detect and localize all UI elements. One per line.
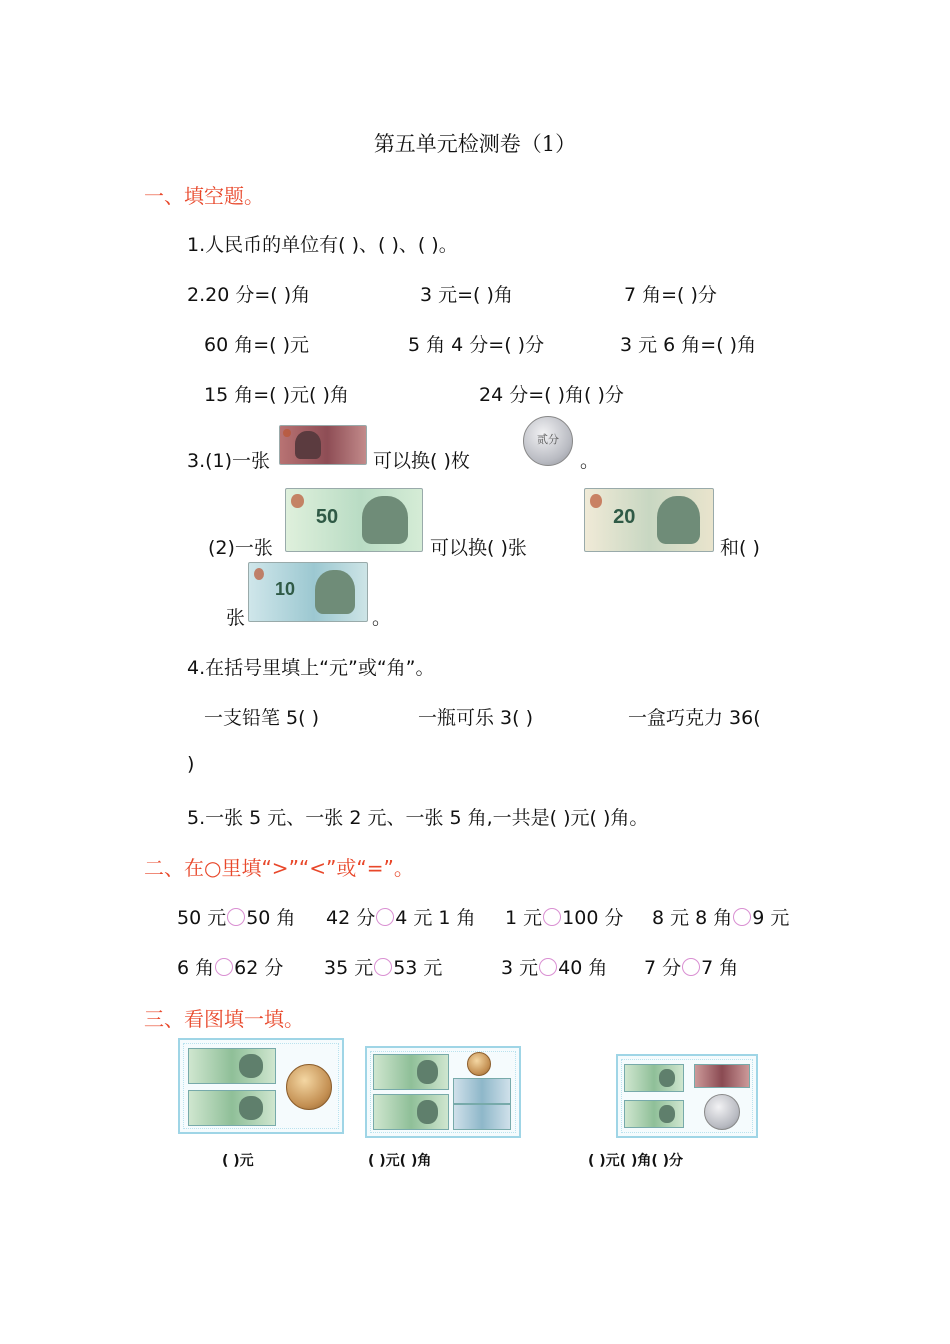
answer-circle[interactable] (543, 908, 561, 926)
question-2e: 5 角 4 分=( )分 (408, 334, 545, 356)
question-4c-close: ) (187, 753, 195, 775)
compare-item: 6 角 62 分 (177, 957, 284, 979)
compare-item: 1 元 100 分 (505, 907, 624, 929)
twenty-yuan-note-image (584, 488, 714, 552)
question-3-1-middle: 可以换( )枚 (373, 450, 470, 472)
question-1: 1.人民币的单位有( )、( )、( )。 (187, 234, 458, 256)
answer-circle[interactable] (733, 908, 751, 926)
page-title: 第五单元检测卷（1） (373, 132, 577, 156)
compare-item: 50 元 50 角 (177, 907, 296, 929)
picture-2-caption: ( )元( )角 (368, 1153, 432, 1169)
question-2d: 60 角=( )元 (204, 334, 310, 356)
money-picture-2 (365, 1046, 521, 1138)
question-3-2-middle: 可以换( )张 (430, 537, 527, 559)
picture-3-caption: ( )元( )角( )分 (588, 1153, 684, 1169)
compare-item: 7 分 7 角 (644, 957, 739, 979)
answer-circle[interactable] (539, 958, 557, 976)
compare-item: 42 分 4 元 1 角 (326, 907, 476, 929)
question-4b: 一瓶可乐 3( ) (418, 707, 533, 729)
question-4-stem: 4.在括号里填上“元”或“角”。 (187, 657, 435, 679)
fifty-yuan-value: 50 (315, 506, 339, 529)
question-3-1-end: 。 (580, 450, 600, 472)
question-2b: 3 元=( )角 (420, 284, 513, 306)
twenty-yuan-value: 20 (613, 506, 636, 529)
answer-circle[interactable] (227, 908, 245, 926)
question-4a: 一支铅笔 5( ) (204, 707, 319, 729)
answer-circle[interactable] (215, 958, 233, 976)
question-2g: 15 角=( )元( )角 (204, 384, 349, 406)
question-3-1-start: 3.(1)一张 (187, 450, 271, 472)
question-5: 5.一张 5 元、一张 2 元、一张 5 角,一共是( )元( )角。 (187, 807, 649, 829)
compare-item: 8 元 8 角 9 元 (652, 907, 790, 929)
question-3-2-and: 和( ) (720, 537, 760, 559)
money-picture-1 (178, 1038, 344, 1134)
picture-1-caption: ( )元 (222, 1153, 254, 1169)
coin-label: 贰分 (537, 433, 559, 447)
ten-yuan-value: 10 (274, 579, 295, 600)
section-heading-picture: 三、看图填一填。 (144, 1007, 304, 1031)
question-2c: 7 角=( )分 (624, 284, 717, 306)
answer-circle[interactable] (376, 908, 394, 926)
answer-circle[interactable] (682, 958, 700, 976)
two-fen-coin-image (523, 416, 573, 466)
money-picture-3 (616, 1054, 758, 1138)
question-2f: 3 元 6 角=( )角 (620, 334, 757, 356)
question-3-2-zhang: 张 (226, 607, 246, 629)
ten-yuan-note-image (248, 562, 368, 622)
question-3-2-end: 。 (372, 607, 392, 629)
compare-item: 3 元 40 角 (501, 957, 608, 979)
section-heading-compare: 二、在○里填“>”“<”或“=”。 (144, 856, 414, 880)
question-4c: 一盒巧克力 36( (628, 707, 761, 729)
question-3-2-start: (2)一张 (208, 537, 273, 559)
question-2a: 2.20 分=( )角 (187, 284, 311, 306)
compare-item: 35 元 53 元 (324, 957, 443, 979)
section-heading-fill-blank: 一、填空题。 (144, 184, 264, 208)
fifty-yuan-note-image (285, 488, 423, 552)
one-jiao-note-image (279, 425, 367, 465)
question-2h: 24 分=( )角( )分 (479, 384, 624, 406)
answer-circle[interactable] (374, 958, 392, 976)
